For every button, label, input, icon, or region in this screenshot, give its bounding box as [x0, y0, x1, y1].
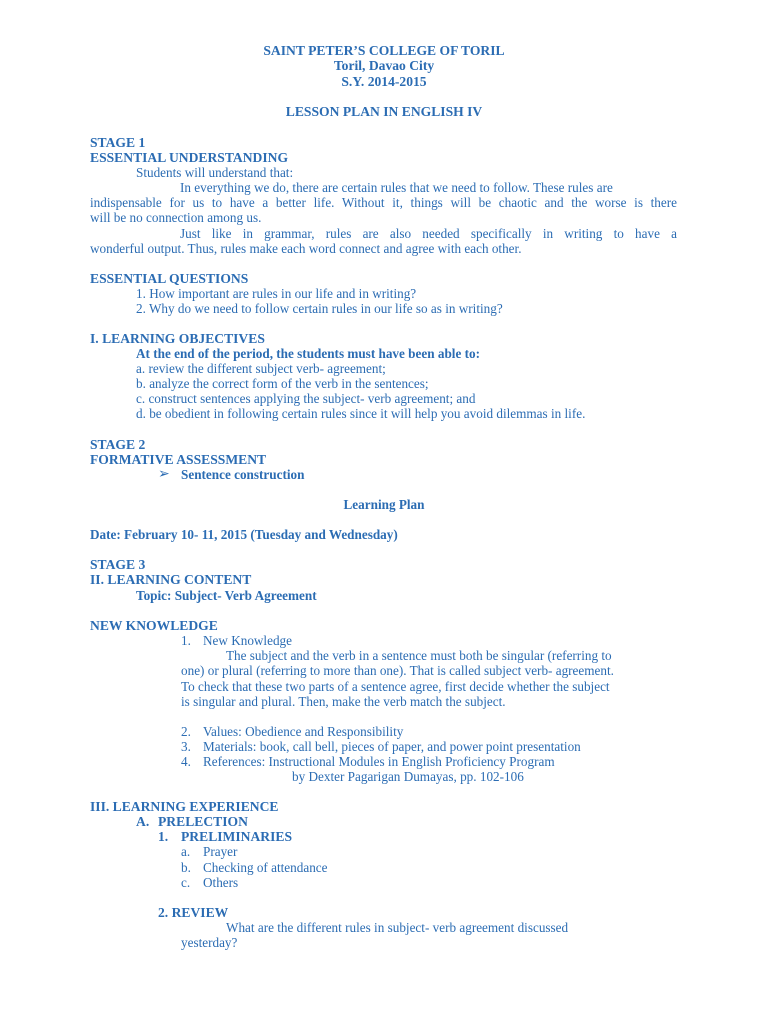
nk-item1-label: New Knowledge	[203, 633, 292, 648]
item2-values: Values: Obedience and Responsibility	[203, 724, 404, 739]
school-name: SAINT PETER’S COLLEGE OF TORIL	[263, 43, 505, 58]
learning-experience-heading: III. LEARNING EXPERIENCE	[90, 799, 279, 814]
arrow-bullet-icon: ➢	[158, 467, 170, 482]
learning-objectives-heading: I. LEARNING OBJECTIVES	[90, 331, 265, 346]
item4-references: References: Instructional Modules in English Proficiency Program	[203, 754, 555, 769]
prelim-item-c: Others	[203, 875, 239, 890]
item4-number: 4.	[181, 754, 191, 769]
question-2: 2. Why do we need to follow certain rules in our life so as in writing?	[136, 301, 503, 316]
preliminaries-number: 1.	[158, 829, 169, 844]
objectives-intro: At the end of the period, the students must have been able to:	[136, 346, 480, 361]
lesson-date: Date: February 10- 11, 2015 (Tuesday and Wednesday)	[90, 527, 398, 542]
essential-understanding-heading: ESSENTIAL UNDERSTANDING	[90, 150, 289, 165]
nk-paragraph-line1: The subject and the verb in a sentence must both be singular (referring to	[226, 648, 612, 663]
prelection-letter: A.	[136, 814, 150, 829]
review-question-line1: What are the different rules in subject- verb agreement discussed	[226, 920, 569, 935]
learning-plan-title: Learning Plan	[343, 497, 425, 512]
nk-paragraph-line2: one) or plural (referring to more than one). That is called subject verb- agreement.	[181, 663, 614, 678]
eu-paragraph2-line2: wonderful output. Thus, rules make each word connect and agree with each other.	[90, 241, 522, 256]
prelim-item-b: Checking of attendance	[203, 860, 328, 875]
eu-paragraph1-line2: indispensable for us to have a better life. Without it, things will be chaotic and the worse is there	[90, 195, 677, 210]
assessment-bullet-text: Sentence construction	[181, 467, 305, 482]
prelim-item-b-letter: b.	[181, 860, 191, 875]
lesson-topic: Topic: Subject- Verb Agreement	[136, 588, 317, 603]
objective-a: a. review the different subject verb- agreement;	[136, 361, 386, 376]
learning-content-heading: II. LEARNING CONTENT	[90, 572, 252, 587]
objective-c: c. construct sentences applying the subject- verb agreement; and	[136, 391, 476, 406]
formative-assessment-heading: FORMATIVE ASSESSMENT	[90, 452, 267, 467]
objective-d: d. be obedient in following certain rules since it will help you avoid dilemmas in life.	[136, 406, 586, 421]
eu-paragraph2-line1: Just like in grammar, rules are also needed specifically in writing to have a	[180, 226, 677, 241]
eu-intro: Students will understand that:	[136, 165, 294, 180]
question-1: 1. How important are rules in our life and in writing?	[136, 286, 417, 301]
school-location: Toril, Davao City	[333, 58, 435, 73]
nk-item1-number: 1.	[181, 633, 191, 648]
nk-paragraph-line4: is singular and plural. Then, make the verb match the subject.	[181, 694, 506, 709]
preliminaries-heading: PRELIMINARIES	[181, 829, 293, 844]
objective-b: b. analyze the correct form of the verb in the sentences;	[136, 376, 429, 391]
stage1-label: STAGE 1	[90, 135, 146, 150]
item3-number: 3.	[181, 739, 191, 754]
prelim-item-a-letter: a.	[181, 844, 191, 859]
new-knowledge-heading: NEW KNOWLEDGE	[90, 618, 218, 633]
stage2-label: STAGE 2	[90, 437, 146, 452]
item3-materials: Materials: book, call bell, pieces of paper, and power point presentation	[203, 739, 581, 754]
prelection-heading: PRELECTION	[158, 814, 248, 829]
prelim-item-a: Prayer	[203, 844, 238, 859]
eu-paragraph1-line3: will be no connection among us.	[90, 210, 262, 225]
review-heading: 2. REVIEW	[158, 905, 229, 920]
prelim-item-c-letter: c.	[181, 875, 191, 890]
document-title: LESSON PLAN IN ENGLISH IV	[285, 104, 483, 119]
school-year: S.Y. 2014-2015	[341, 74, 427, 89]
reference-author: by Dexter Pagarigan Dumayas, pp. 102-106	[292, 769, 524, 784]
nk-paragraph-line3: To check that these two parts of a sentence agree, first decide whether the subject	[181, 679, 610, 694]
review-question-line2: yesterday?	[181, 935, 238, 950]
item2-number: 2.	[181, 724, 191, 739]
stage3-label: STAGE 3	[90, 557, 146, 572]
essential-questions-heading: ESSENTIAL QUESTIONS	[90, 271, 249, 286]
eu-paragraph1-line1: In everything we do, there are certain rules that we need to follow. These rules are	[180, 180, 613, 195]
